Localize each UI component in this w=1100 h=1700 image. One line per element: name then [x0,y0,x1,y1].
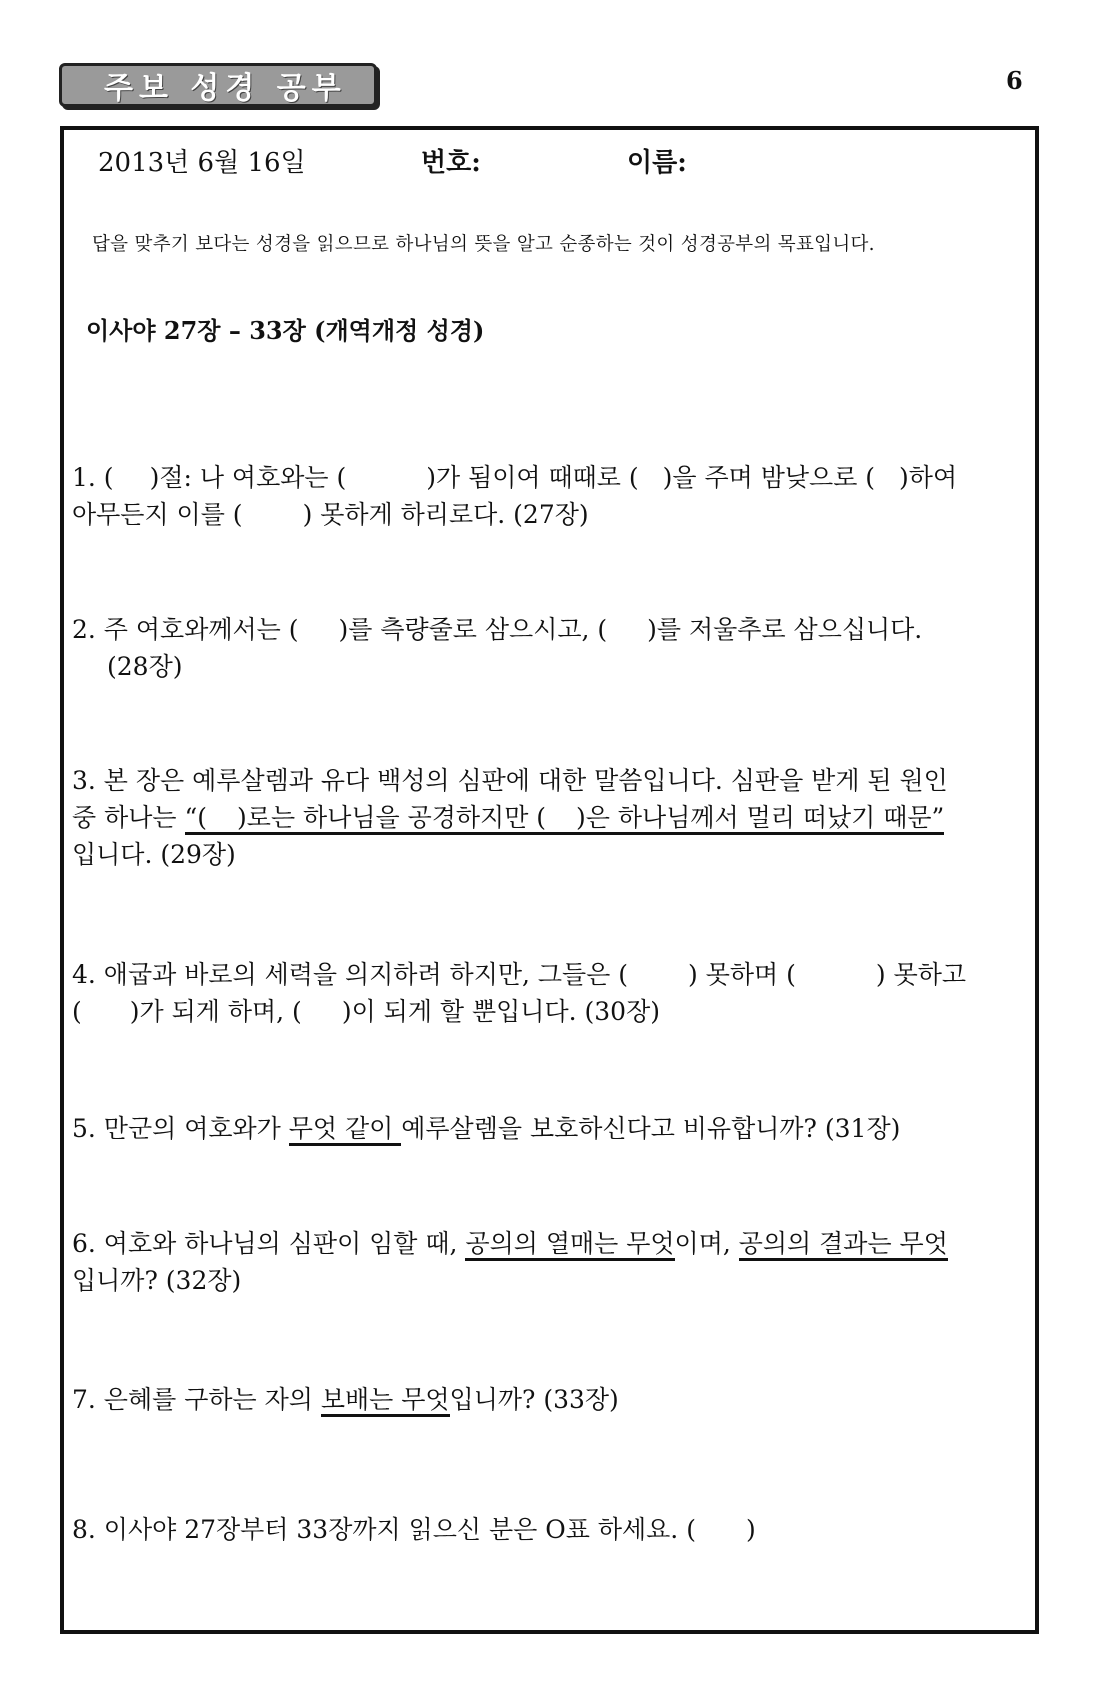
page-number: 6 [1006,66,1023,95]
q6-text-c: 이며, [674,1229,739,1258]
question-4 [72,956,1032,1030]
page-title: 주보 성경 공부 [104,71,347,106]
q5-text-a: 5. 만군의 여호와가 [72,1114,289,1143]
q1-text-f: 아무든지 이를 ( [72,500,243,529]
q7-text-a: 7. 은혜를 구하는 자의 [72,1385,321,1414]
q4-text-d: ( [72,997,82,1026]
q4-text-a: 4. 애굽과 바로의 세력을 의지하려 하지만, 그들은 ( [72,960,629,989]
q8-text-b: ) [745,1515,756,1544]
q2-text-d: (28장) [107,652,183,681]
q5-text-c: 예루살렘을 보호하신다고 비유합니까? (31장) [401,1114,901,1143]
question-8 [72,1511,1032,1548]
q7-underlined-text: 보배는 무엇 [321,1385,450,1417]
q2-text-a: 2. 주 여호와께서는 ( [72,615,299,644]
q4-text-c: ) 못하고 [875,960,967,989]
question-5 [72,1110,1032,1147]
q6-text-a: 6. 여호와 하나님의 심판이 임할 때, [72,1229,466,1258]
q5-underlined-text: 무엇 같이 [289,1114,402,1146]
q1-text-a: 1. ( [72,463,114,492]
q3-text-e: )은 하나님께서 멀리 떠났기 때문” [576,803,945,832]
number-label: 번호: [421,148,481,178]
q1-text-d: )을 주며 밤낮으로 ( [662,463,876,492]
q3-text-c: “( [184,803,208,832]
question-1 [72,459,1032,533]
q2-text-c: )를 저울추로 삼으십니다. [647,615,923,644]
page-title-tab [59,63,377,107]
q3-text-b: 중 하나는 [72,803,185,832]
q7-text-c: 입니까? (33장) [449,1385,619,1414]
q4-text-b: ) 못하며 ( [688,960,796,989]
q4-text-e: )가 되게 하며, ( [129,997,302,1026]
q8-text-a: 8. 이사야 27장부터 33장까지 읽으신 분은 O표 하세요. ( [72,1515,696,1544]
q1-text-e: )하여 [899,463,958,492]
q6-text-e: 입니까? (32장) [72,1266,242,1295]
q4-text-f: )이 되게 할 뿐입니다. (30장) [341,997,660,1026]
q3-underlined-quote [185,803,945,835]
q1-text-g: ) 못하게 하리로다. (27장) [302,500,589,529]
date-text: 2013년 6월 16일 [98,148,306,178]
q3-text-f: 입니다. (29장) [72,840,236,869]
name-label: 이름: [627,148,687,178]
q2-text-b: )를 측량줄로 삼으시고, ( [338,615,608,644]
intro-text: 답을 맞추기 보다는 성경을 읽으므로 하나님의 뜻을 알고 순종하는 것이 성경공부의 목표입니다. [92,234,875,255]
q1-text-c: )가 됨이여 때때로 ( [426,463,639,492]
question-6 [72,1225,1032,1299]
question-2 [72,611,1032,685]
q6-underlined-text-1: 공의의 열매는 무엇 [465,1229,674,1261]
question-3 [72,762,1032,873]
passage-heading: 이사야 27장 – 33장 (개역개정 성경) [86,316,485,345]
q6-underlined-text-2: 공의의 결과는 무엇 [739,1229,948,1261]
q3-text-d: )로는 하나님을 공경하지만 ( [237,803,547,832]
q3-text-a: 3. 본 장은 예루살렘과 유다 백성의 심판에 대한 말씀입니다. 심판을 받게 된 원인 [72,766,948,795]
q1-text-b: )절: 나 여호와는 ( [149,463,347,492]
question-7 [72,1381,1032,1418]
